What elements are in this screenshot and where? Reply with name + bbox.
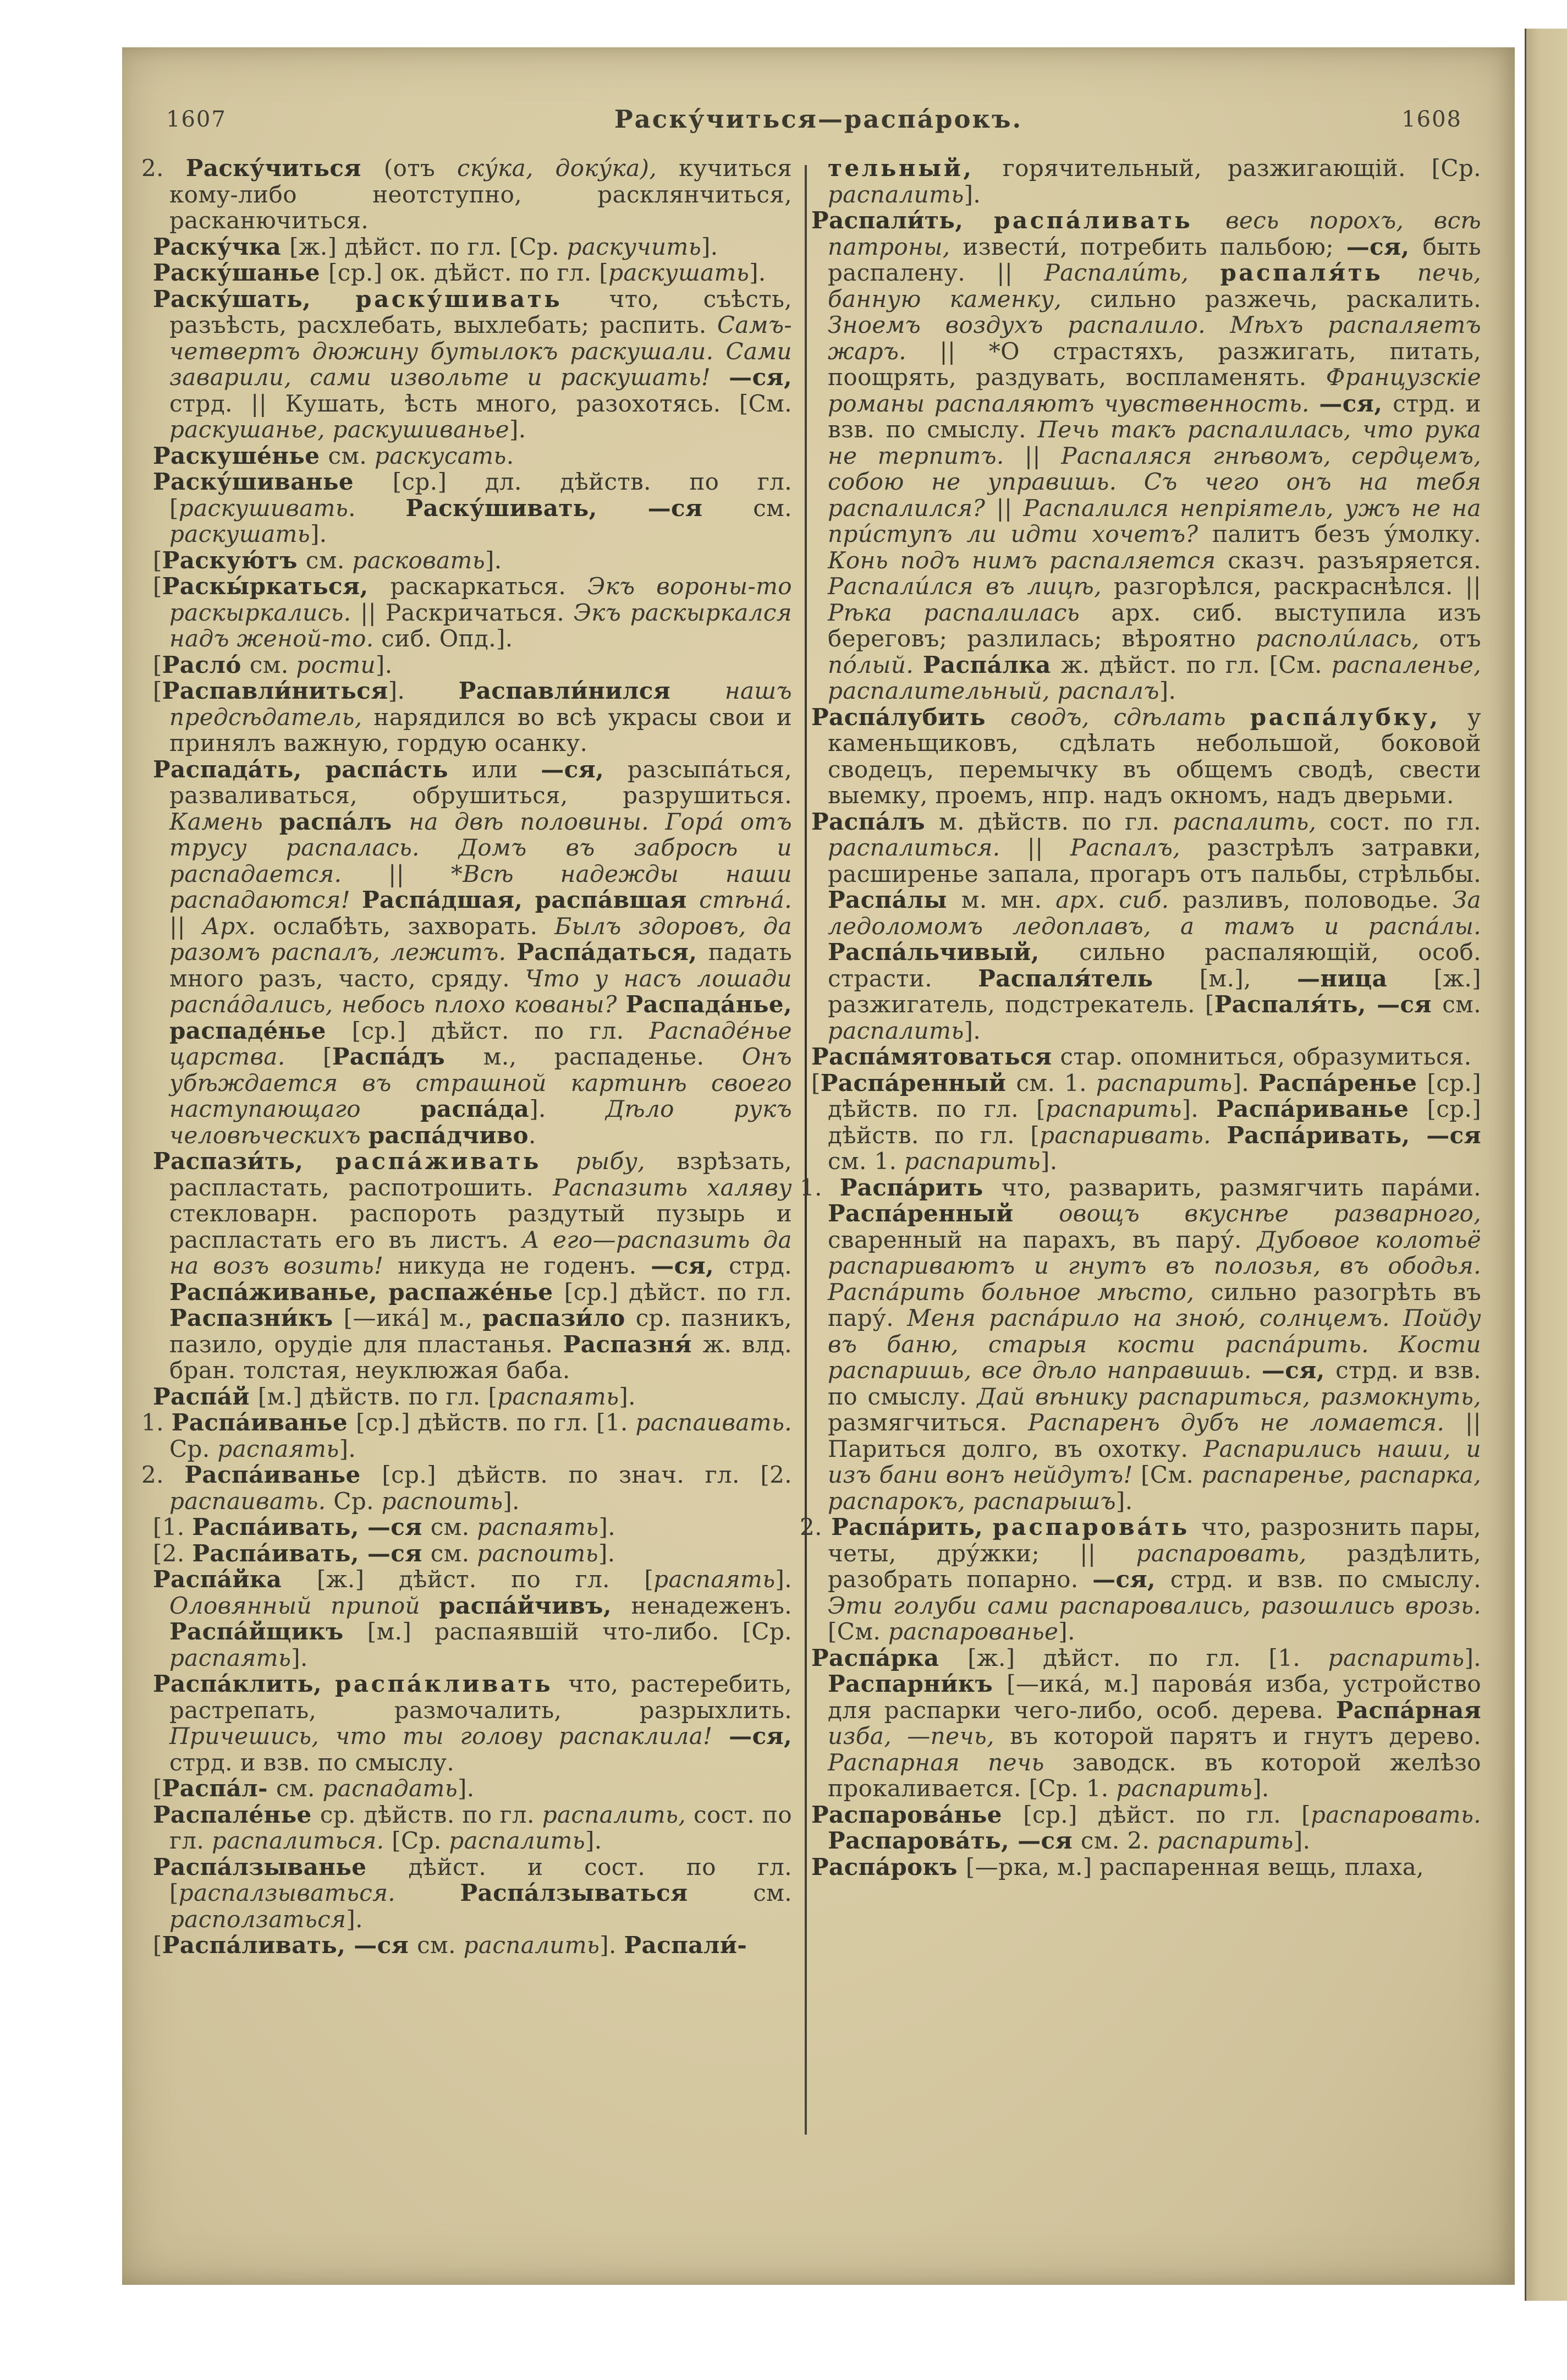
dictionary-entry: 2. Распа́рить, распарова́ть что, разрознить пары, четы, дру́жки; || распаровать, раздѣлить, разобрать попарно. —ся, стрд. и взв. по смыслу. Эти голуби сами распаровались, разошлись врозь. [См. распарованье].: [800, 1513, 1481, 1645]
dictionary-entry: Распарова́нье [ср.] дѣйст. по гл. [распаровать. Распарова́ть, —ся см. 2. распарить].: [811, 1801, 1481, 1854]
adjacent-page-sliver: [1525, 29, 1567, 2301]
dictionary-entry: [Расло́ см. рости].: [153, 651, 393, 678]
running-head: Раску́читься—распа́рокъ.: [614, 105, 1023, 134]
dictionary-entry: Распали́ть, распа́ливать весь порохъ, всѣ патроны, извести́, потребить пальбою; —ся, быть распалену. || Распали́ть, распаля́ть печь, банную каменку, сильно разжечь, раскалить. Зноемъ воздухъ распалило. Мѣхъ распаляетъ жаръ. || *О страстяхъ, разжигать, питать, поощрять, раздувать, воспламенять. Французскіе романы распаляютъ чувственность. —ся, стрд. и взв. по смыслу. Печь такъ распалилась, что рука не терпитъ. || Распаляся гнѣвомъ, сердцемъ, собою не управишь. Съ чего онъ на тебя распалился? || Распалился непріятель, ужъ не на при́ступъ ли идти хочетъ? палитъ безъ у́молку. Конь подъ нимъ распаляется сказч. разъяряется. Распали́лся въ лицѣ, разгорѣлся, раскраснѣлся. || Рѣка распалилась арх. сиб. выступила изъ береговъ; разлилась; вѣроятно располи́лась, отъ по́лый. Распа́лка ж. дѣйст. по гл. [См. распаленье, распалительный, распалъ].: [811, 207, 1482, 704]
dictionary-entry: тельный, горячительный, разжигающій. [Ср. распалить].: [828, 155, 1482, 208]
page-header: [153, 107, 1484, 145]
dictionary-entry: Распа́рокъ [—рка, м.] распаренная вещь, плаха,: [811, 1853, 1424, 1880]
dictionary-entry: Раску́шать, раску́шивать что, съѣсть, разъѣсть, расхлебать, выхлебать; распить. Самъ-четвертъ дюжину бутылокъ раскушали. Сами заварили, сами извольте и раскушать! —ся, стрд. || Кушать, ѣсть много, разохотясь. [См. раскушанье, раскушиванье].: [153, 285, 792, 443]
dictionary-entry: [2. Распа́ивать, —ся см. распоить].: [153, 1539, 615, 1567]
dictionary-entry: [Распа́ливать, —ся см. распалить]. Распали́-: [153, 1932, 747, 1959]
text-column-left: [141, 155, 793, 1959]
dictionary-entry: 2. Распа́иванье [ср.] дѣйств. по знач. гл. [2. распаивать. Ср. распоить].: [141, 1461, 792, 1515]
dictionary-entry: Раскуше́нье см. раскусать.: [153, 442, 514, 469]
page-number-right: 1608: [1401, 107, 1462, 132]
dictionary-entry: Распази́ть, распа́живать рыбу, взрѣзать, распластать, распотрошить. Распазить халяву стекловарн. распороть раздутый пузырь и распластать его въ листъ. А его—распазить да на возъ возить! никуда не годенъ. —ся, стрд. Распа́живанье, распаже́нье [ср.] дѣйст. по гл. Распазни́къ [—ика́] м., распази́ло ср. пазникъ, пазило, орудіе для пластанья. Распазня́ ж. влд. бран. толстая, неуклюжая баба.: [153, 1148, 792, 1384]
dictionary-entry: Распа́клить, распа́кливать что, растеребить, растрепать, размочалить, разрыхлить. Причешись, что ты голову распаклила! —ся, стрд. и взв. по смыслу.: [153, 1670, 792, 1776]
dictionary-entry: Распада́ть, распа́сть или —ся, разсыпа́ться, разваливаться, обрушиться, разрушиться. Камень распа́лъ на двѣ половины. Гора́ отъ трусу распалась. Домъ въ забросѣ и распадается. || *Всѣ надежды наши распадаются! Распа́дшая, распа́вшая стѣна́. || Арх. ослабѣть, захворать. Былъ здоровъ, да разомъ распалъ, лежитъ. Распа́даться, падать много разъ, часто, сряду. Что у насъ лошади распа́дались, небось плохо кованы? Распада́нье, распаде́нье [ср.] дѣйст. по гл. Распаде́нье царства. [Распа́дъ м., распаденье. Онъ убѣждается въ страшной картинѣ своего наступающаго распа́да]. Дѣло рукъ человѣческихъ распа́дчиво.: [153, 755, 793, 1149]
dictionary-entry: Распа́лзыванье дѣйст. и сост. по гл. [распалзываться. Распа́лзываться см. расползаться].: [153, 1853, 792, 1933]
dictionary-entry: Распале́нье ср. дѣйств. по гл. распалить, сост. по гл. распалиться. [Ср. распалить].: [153, 1801, 793, 1854]
dictionary-entry: Раску́шанье [ср.] ок. дѣйст. по гл. [раскушать].: [153, 259, 766, 286]
dictionary-entry: [Распавли́ниться]. Распавли́нился нашъ предсѣдатель, нарядился во всѣ украсы свои и принялъ важную, гордую осанку.: [153, 677, 792, 756]
dictionary-entry: Распа́йка [ж.] дѣйст. по гл. [распаять]. Оловянный припой распа́йчивъ, ненадеженъ. Распа́йщикъ [м.] распаявшій что-либо. [Ср. распаять].: [153, 1566, 793, 1671]
column-divider: [805, 165, 807, 2135]
dictionary-entry: [Распа́ренный см. 1. распарить]. Распа́ренье [ср.] дѣйств. по гл. [распарить]. Распа́риванье [ср.] дѣйств. по гл. [распаривать. Распа́ривать, —ся см. 1. распарить].: [811, 1069, 1482, 1175]
page-number-left: 1607: [166, 107, 227, 132]
dictionary-entry: Распа́й [м.] дѣйств. по гл. [распаять].: [153, 1383, 636, 1410]
dictionary-entry: Распа́рка [ж.] дѣйст. по гл. [1. распарить]. Распарни́къ [—ика́, м.] парова́я изба, устройство для распарки чего-либо, особ. дерева. Распа́рная изба, —печь, въ которой парятъ и гнутъ дерево. Распарная печь заводск. въ которой желѣзо прокаливается. [Ср. 1. распарить].: [811, 1644, 1481, 1802]
dictionary-entry: Распа́лубить сводъ, сдѣлать распа́лубку, у каменьщиковъ, сдѣлать небольшой, боковой сводецъ, перемычку въ общемъ сводѣ, свести выемку, проемъ, нпр. надъ окномъ, надъ дверьми.: [811, 703, 1481, 809]
dictionary-entry: 1. Распа́иванье [ср.] дѣйств. по гл. [1. распаивать. Ср. распаять].: [141, 1409, 793, 1462]
book-page: [122, 47, 1515, 2285]
dictionary-entry: Раску́чка [ж.] дѣйст. по гл. [Ср. раскучить].: [153, 233, 718, 260]
dictionary-entry: [1. Распа́ивать, —ся см. распаять].: [153, 1513, 615, 1540]
dictionary-entry: Распа́лъ м. дѣйств. по гл. распалить, сост. по гл. распалиться. || Распалъ, разстрѣлъ затравки, расширенье запала, прогаръ отъ пальбы, стрѣльбы. Распа́лы м. мн. арх. сиб. разливъ, половодье. За ледоломомъ ледоплавъ, а тамъ и распа́лы. Распа́льчивый, сильно распаляющій, особ. страсти. Распаля́тель [м.], —ница [ж.] разжигатель, подстрекатель. [Распаля́ть, —ся см. распалить].: [811, 808, 1482, 1044]
dictionary-entry: 2. Раску́читься (отъ ску́ка, доку́ка), кучиться кому-либо неотступно, расклянчиться, расканючиться.: [141, 155, 792, 234]
dictionary-entry: [Раскую́тъ см. расковать].: [153, 546, 502, 574]
dictionary-entry: Распа́мятоваться стар. опомниться, образумиться.: [811, 1043, 1472, 1070]
dictionary-entry: Раску́шиванье [ср.] дл. дѣйств. по гл. [раскушивать. Раску́шивать, —ся см. раскушать].: [153, 468, 792, 547]
dictionary-entry: 1. Распа́рить что, разварить, размягчить пара́ми. Распа́ренный овощъ вкуснѣе разварного, сваренный на парахъ, въ пару́. Дубовое колотьё распариваютъ и гнутъ въ полозья, въ ободья. Распа́рить больное мѣсто, сильно разогрѣть въ пару́. Меня распа́рило на зною́, солнцемъ. Пойду въ баню, старыя кости распа́рить. Кости распаришь, все дѣло направишь. —ся, стрд. и взв. по смыслу. Дай вѣнику распариться, размокнуть, размягчиться. Распаренъ дубъ не ломается. || Париться долго, въ охотку. Распарились наши, и изъ бани вонъ нейдутъ! [См. распаренье, распарка, распарокъ, распарышъ].: [800, 1173, 1482, 1515]
text-column-right: [800, 155, 1482, 1880]
dictionary-entry: [Распа́л- см. распадать].: [153, 1775, 475, 1802]
dictionary-entry: [Раскы́ркаться, раскаркаться. Экъ вороны-то раскыркались. || Раскричаться. Экъ раскыркался надъ женой-то. сиб. Опд.].: [153, 573, 792, 652]
